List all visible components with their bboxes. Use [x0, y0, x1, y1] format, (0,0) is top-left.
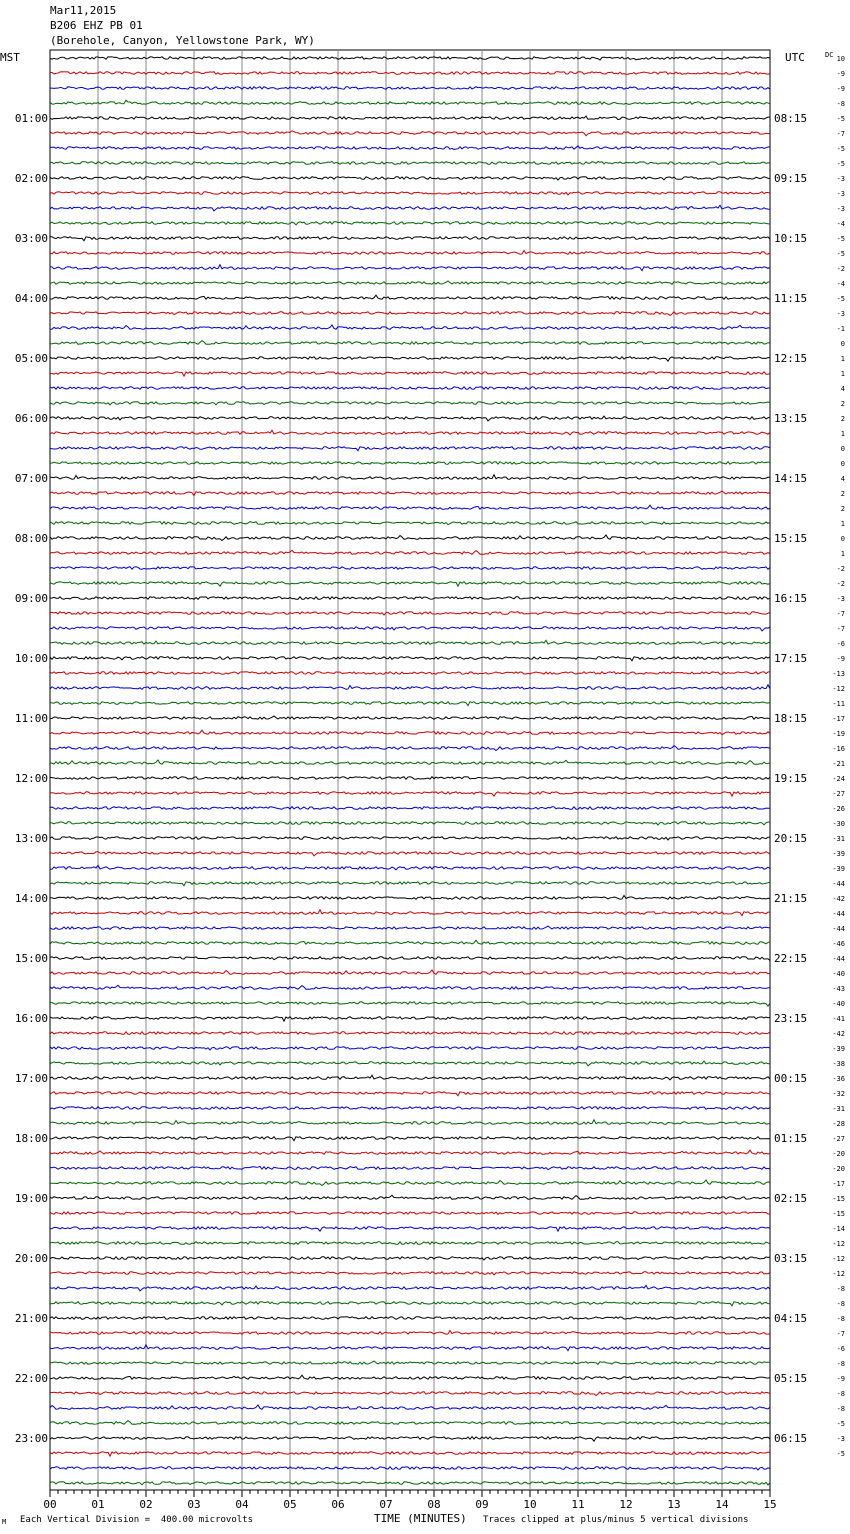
seismic-trace [50, 1272, 770, 1275]
dc-offset-label: -6 [836, 1345, 845, 1353]
seismic-trace [50, 1195, 770, 1199]
seismic-trace [50, 265, 770, 271]
utc-hour-label: 06:15 [774, 1432, 808, 1445]
seismic-trace [50, 237, 770, 241]
seismic-trace [50, 1061, 770, 1066]
seismic-trace [50, 957, 770, 961]
seismic-trace [50, 116, 770, 120]
mst-axis-title: MST [0, 51, 20, 64]
seismic-trace [50, 672, 770, 675]
seismic-trace [50, 1467, 770, 1470]
seismic-trace [50, 1330, 770, 1334]
seismic-trace [50, 100, 770, 104]
seismic-trace [50, 416, 770, 421]
seismic-trace [50, 612, 770, 615]
x-tick-label: 12 [619, 1498, 633, 1511]
dc-offset-label: -4 [836, 280, 845, 288]
seismic-trace [50, 1120, 770, 1125]
seismic-trace [50, 1137, 770, 1141]
x-axis-title: TIME (MINUTES) [374, 1512, 467, 1525]
utc-hour-label: 21:15 [774, 892, 808, 905]
utc-hour-label: 03:15 [774, 1252, 808, 1265]
seismic-trace [50, 1317, 770, 1320]
dc-offset-label: -24 [832, 775, 845, 783]
dc-offset-label: -43 [832, 985, 845, 993]
scale-note: Each Vertical Division = 400.00 microvolts [20, 1515, 253, 1525]
seismic-trace [50, 1421, 770, 1425]
seismic-trace [50, 657, 770, 661]
seismic-trace [50, 970, 770, 974]
seismic-trace [50, 161, 770, 164]
dc-offset-label: 0 [840, 445, 845, 453]
dc-label: DC [825, 51, 834, 59]
dc-offset-label: 2 [840, 400, 845, 408]
x-tick-label: 03 [187, 1498, 201, 1511]
seismic-trace [50, 597, 770, 600]
dc-offset-label: 1 [840, 520, 845, 528]
seismic-trace [50, 222, 770, 225]
seismic-trace [50, 192, 770, 195]
seismic-trace [50, 430, 770, 435]
utc-hour-label: 18:15 [774, 712, 808, 725]
x-tick-label: 06 [331, 1498, 345, 1511]
dc-offset-label: 1 [840, 370, 845, 378]
dc-offset-label: -12 [832, 685, 845, 693]
dc-offset-label: -20 [832, 1150, 845, 1158]
seismic-trace [50, 1452, 770, 1457]
seismic-trace [50, 1302, 770, 1306]
mst-hour-label: 05:00 [14, 352, 48, 365]
dc-offset-label: -2 [836, 580, 845, 588]
seismic-trace [50, 851, 770, 856]
dc-offset-label: -15 [832, 1195, 845, 1203]
x-tick-label: 10 [523, 1498, 537, 1511]
dc-offset-label: 2 [840, 490, 845, 498]
dc-offset-label: -4 [836, 220, 845, 228]
mst-hour-label: 17:00 [14, 1072, 48, 1085]
dc-offset-label: -21 [832, 760, 845, 768]
clip-note: Traces clipped at plus/minus 5 vertical divisions [483, 1515, 749, 1525]
seismic-trace [50, 1002, 770, 1006]
utc-hour-label: 02:15 [774, 1192, 808, 1205]
seismic-trace [50, 1047, 770, 1050]
seismic-trace [50, 940, 770, 944]
mst-hour-label: 01:00 [14, 112, 48, 125]
dc-offset-label: 4 [840, 385, 845, 393]
utc-hour-label: 14:15 [774, 472, 808, 485]
dc-offset-label: -5 [836, 250, 845, 258]
utc-hour-label: 12:15 [774, 352, 808, 365]
dc-offset-label: -38 [832, 1060, 845, 1068]
seismic-trace [50, 837, 770, 840]
seismic-trace [50, 357, 770, 361]
seismic-trace [50, 402, 770, 405]
dc-offset-label: -3 [836, 310, 845, 318]
seismic-trace [50, 447, 770, 451]
seismic-trace [50, 1482, 770, 1485]
station-code: B206 EHZ PB 01 [50, 19, 143, 32]
seismic-trace [50, 910, 770, 916]
seismic-trace [50, 685, 770, 690]
dc-offset-label: -3 [836, 1435, 845, 1443]
dc-offset-label: -30 [832, 820, 845, 828]
mst-hour-label: 16:00 [14, 1012, 48, 1025]
seismic-trace [50, 627, 770, 631]
seismic-trace [50, 462, 770, 465]
dc-offset-label: -8 [836, 1285, 845, 1293]
dc-offset-label: -27 [832, 1135, 845, 1143]
dc-offset-label: 2 [840, 415, 845, 423]
dc-offset-label: 10 [836, 55, 845, 63]
seismic-trace [50, 567, 770, 570]
mst-hour-label: 19:00 [14, 1192, 48, 1205]
mst-hour-label: 20:00 [14, 1252, 48, 1265]
seismic-trace [50, 491, 770, 496]
seismic-trace [50, 702, 770, 706]
x-tick-label: 08 [427, 1498, 441, 1511]
seismic-trace [50, 72, 770, 75]
dc-offset-label: -26 [832, 805, 845, 813]
seismic-trace [50, 730, 770, 734]
dc-offset-label: -7 [836, 1330, 845, 1338]
utc-hour-label: 10:15 [774, 232, 808, 245]
mst-hour-label: 23:00 [14, 1432, 48, 1445]
seismic-trace [50, 1257, 770, 1260]
dc-offset-label: -32 [832, 1090, 845, 1098]
mst-hour-label: 11:00 [14, 712, 48, 725]
dc-offset-label: -2 [836, 265, 845, 273]
dc-offset-label: 1 [840, 550, 845, 558]
seismic-trace [50, 131, 770, 136]
utc-hour-label: 22:15 [774, 952, 808, 965]
x-tick-label: 01 [91, 1498, 105, 1511]
dc-offset-label: -12 [832, 1255, 845, 1263]
mst-hour-label: 15:00 [14, 952, 48, 965]
seismic-trace [50, 1180, 770, 1186]
mst-hour-label: 18:00 [14, 1132, 48, 1145]
seismic-trace [50, 1242, 770, 1245]
seismic-trace [50, 325, 770, 329]
utc-hour-label: 19:15 [774, 772, 808, 785]
seismic-trace [50, 475, 770, 480]
x-tick-label: 11 [571, 1498, 585, 1511]
seismic-trace [50, 1361, 770, 1364]
dc-offset-label: -17 [832, 1180, 845, 1188]
dc-offset-label: -8 [836, 1390, 845, 1398]
seismic-trace [50, 895, 770, 899]
dc-offset-label: -41 [832, 1015, 845, 1023]
dc-offset-label: -3 [836, 595, 845, 603]
seismic-trace [50, 1345, 770, 1351]
dc-offset-label: -7 [836, 610, 845, 618]
seismic-trace [50, 792, 770, 796]
dc-offset-label: -31 [832, 1105, 845, 1113]
seismic-trace [50, 882, 770, 886]
dc-offset-label: -17 [832, 715, 845, 723]
dc-offset-label: -5 [836, 145, 845, 153]
seismic-trace [50, 1017, 770, 1022]
dc-offset-label: -19 [832, 730, 845, 738]
dc-offset-label: -16 [832, 745, 845, 753]
seismic-trace [50, 1375, 770, 1379]
utc-axis-title: UTC [785, 51, 805, 64]
dc-offset-label: -13 [832, 670, 845, 678]
mst-hour-label: 21:00 [14, 1312, 48, 1325]
utc-hour-label: 08:15 [774, 112, 808, 125]
x-tick-label: 00 [43, 1498, 57, 1511]
dc-offset-label: -44 [832, 880, 845, 888]
dc-offset-label: 2 [840, 505, 845, 513]
mst-hour-label: 12:00 [14, 772, 48, 785]
utc-hour-label: 04:15 [774, 1312, 808, 1325]
mst-hour-label: 03:00 [14, 232, 48, 245]
seismic-trace [50, 865, 770, 870]
dc-offset-label: -12 [832, 1270, 845, 1278]
dc-offset-label: -39 [832, 865, 845, 873]
dc-offset-label: -39 [832, 1045, 845, 1053]
x-tick-label: 09 [475, 1498, 489, 1511]
dc-offset-label: -31 [832, 835, 845, 843]
seismic-trace [50, 1227, 770, 1231]
dc-offset-label: -8 [836, 1300, 845, 1308]
seismic-trace [50, 505, 770, 509]
dc-offset-label: -42 [832, 1030, 845, 1038]
dc-offset-label: -46 [832, 940, 845, 948]
utc-hour-label: 20:15 [774, 832, 808, 845]
dc-offset-label: -14 [832, 1225, 845, 1233]
x-tick-label: 13 [667, 1498, 681, 1511]
dc-offset-label: -44 [832, 925, 845, 933]
dc-offset-label: -3 [836, 175, 845, 183]
seismic-trace [50, 760, 770, 764]
dc-offset-label: -5 [836, 1420, 845, 1428]
utc-hour-label: 01:15 [774, 1132, 808, 1145]
dc-offset-label: -5 [836, 235, 845, 243]
dc-offset-label: -2 [836, 565, 845, 573]
seismic-trace [50, 1092, 770, 1096]
seismic-trace [50, 640, 770, 644]
x-tick-label: 02 [139, 1498, 153, 1511]
seismic-trace [50, 250, 770, 254]
dc-offset-label: -3 [836, 190, 845, 198]
dc-offset-label: -40 [832, 970, 845, 978]
seismic-trace [50, 1285, 770, 1291]
dc-offset-label: -44 [832, 955, 845, 963]
seismic-trace [50, 205, 770, 211]
dc-offset-label: -8 [836, 1315, 845, 1323]
dc-offset-label: 0 [840, 535, 845, 543]
dc-offset-label: -40 [832, 1000, 845, 1008]
utc-hour-label: 05:15 [774, 1372, 808, 1385]
seismic-trace [50, 985, 770, 989]
seismic-trace [50, 341, 770, 345]
dc-offset-label: -36 [832, 1075, 845, 1083]
seismic-trace [50, 716, 770, 719]
dc-offset-label: 4 [840, 475, 845, 483]
dc-offset-label: -5 [836, 295, 845, 303]
dc-offset-label: -27 [832, 790, 845, 798]
utc-hour-label: 23:15 [774, 1012, 808, 1025]
dc-offset-label: -9 [836, 1375, 845, 1383]
dc-offset-label: -11 [832, 700, 845, 708]
station-location: (Borehole, Canyon, Yellowstone Park, WY) [50, 34, 315, 47]
dc-offset-label: 0 [840, 340, 845, 348]
mst-hour-label: 07:00 [14, 472, 48, 485]
utc-hour-label: 11:15 [774, 292, 808, 305]
seismic-trace [50, 535, 770, 541]
seismic-trace [50, 1392, 770, 1396]
dc-offset-label: -7 [836, 130, 845, 138]
dc-offset-label: -6 [836, 640, 845, 648]
dc-offset-label: -42 [832, 895, 845, 903]
x-tick-label: 07 [379, 1498, 393, 1511]
seismic-trace [50, 550, 770, 554]
mst-hour-label: 06:00 [14, 412, 48, 425]
utc-hour-label: 09:15 [774, 172, 808, 185]
seismic-trace [50, 87, 770, 90]
seismic-trace [50, 926, 770, 929]
seismic-trace [50, 57, 770, 60]
utc-hour-label: 16:15 [774, 592, 808, 605]
seismic-trace [50, 822, 770, 825]
corner-mark: M [2, 1518, 7, 1526]
dc-offset-label: -44 [832, 910, 845, 918]
mst-hour-label: 09:00 [14, 592, 48, 605]
utc-hour-label: 00:15 [774, 1072, 808, 1085]
seismic-trace [50, 1075, 770, 1080]
dc-offset-label: -9 [836, 655, 845, 663]
dc-offset-label: -3 [836, 205, 845, 213]
seismic-trace [50, 582, 770, 587]
dc-offset-label: -39 [832, 850, 845, 858]
seismic-trace [50, 1107, 770, 1110]
dc-offset-label: -5 [836, 160, 845, 168]
dc-offset-label: -20 [832, 1165, 845, 1173]
dc-offset-label: -8 [836, 1360, 845, 1368]
seismic-trace [50, 1032, 770, 1035]
dc-offset-label: -8 [836, 100, 845, 108]
dc-offset-label: -8 [836, 1405, 845, 1413]
seismic-trace [50, 312, 770, 316]
seismic-trace [50, 1405, 770, 1409]
x-tick-label: 15 [763, 1498, 777, 1511]
dc-offset-label: -5 [836, 1450, 845, 1458]
seismic-trace [50, 746, 770, 751]
dc-offset-label: 0 [840, 460, 845, 468]
seismic-trace [50, 1166, 770, 1169]
seismic-trace [50, 295, 770, 299]
utc-hour-label: 13:15 [774, 412, 808, 425]
seismic-trace [50, 1212, 770, 1215]
dc-offset-label: -5 [836, 115, 845, 123]
mst-hour-label: 02:00 [14, 172, 48, 185]
dc-offset-label: -9 [836, 85, 845, 93]
mst-hour-label: 10:00 [14, 652, 48, 665]
x-tick-label: 05 [283, 1498, 297, 1511]
seismic-trace [50, 177, 770, 180]
dc-offset-label: -12 [832, 1240, 845, 1248]
dc-offset-label: 1 [840, 355, 845, 363]
dc-offset-label: -1 [836, 325, 845, 333]
seismic-trace [50, 281, 770, 284]
seismic-trace [50, 521, 770, 524]
x-tick-label: 14 [715, 1498, 729, 1511]
mst-hour-label: 13:00 [14, 832, 48, 845]
dc-offset-label: -15 [832, 1210, 845, 1218]
seismic-trace [50, 387, 770, 390]
mst-hour-label: 04:00 [14, 292, 48, 305]
dc-offset-label: -28 [832, 1120, 845, 1128]
utc-hour-label: 15:15 [774, 532, 808, 545]
mst-hour-label: 14:00 [14, 892, 48, 905]
x-tick-label: 04 [235, 1498, 249, 1511]
dc-offset-label: 1 [840, 430, 845, 438]
plot-date: Mar11,2015 [50, 4, 117, 17]
seismic-trace [50, 146, 770, 150]
utc-hour-label: 17:15 [774, 652, 808, 665]
dc-offset-label: -9 [836, 70, 845, 78]
mst-hour-label: 22:00 [14, 1372, 48, 1385]
seismic-trace [50, 807, 770, 810]
mst-hour-label: 08:00 [14, 532, 48, 545]
seismic-trace [50, 1437, 770, 1441]
seismic-trace [50, 1150, 770, 1154]
dc-offset-label: -7 [836, 625, 845, 633]
seismic-trace [50, 777, 770, 780]
seismic-trace [50, 372, 770, 377]
